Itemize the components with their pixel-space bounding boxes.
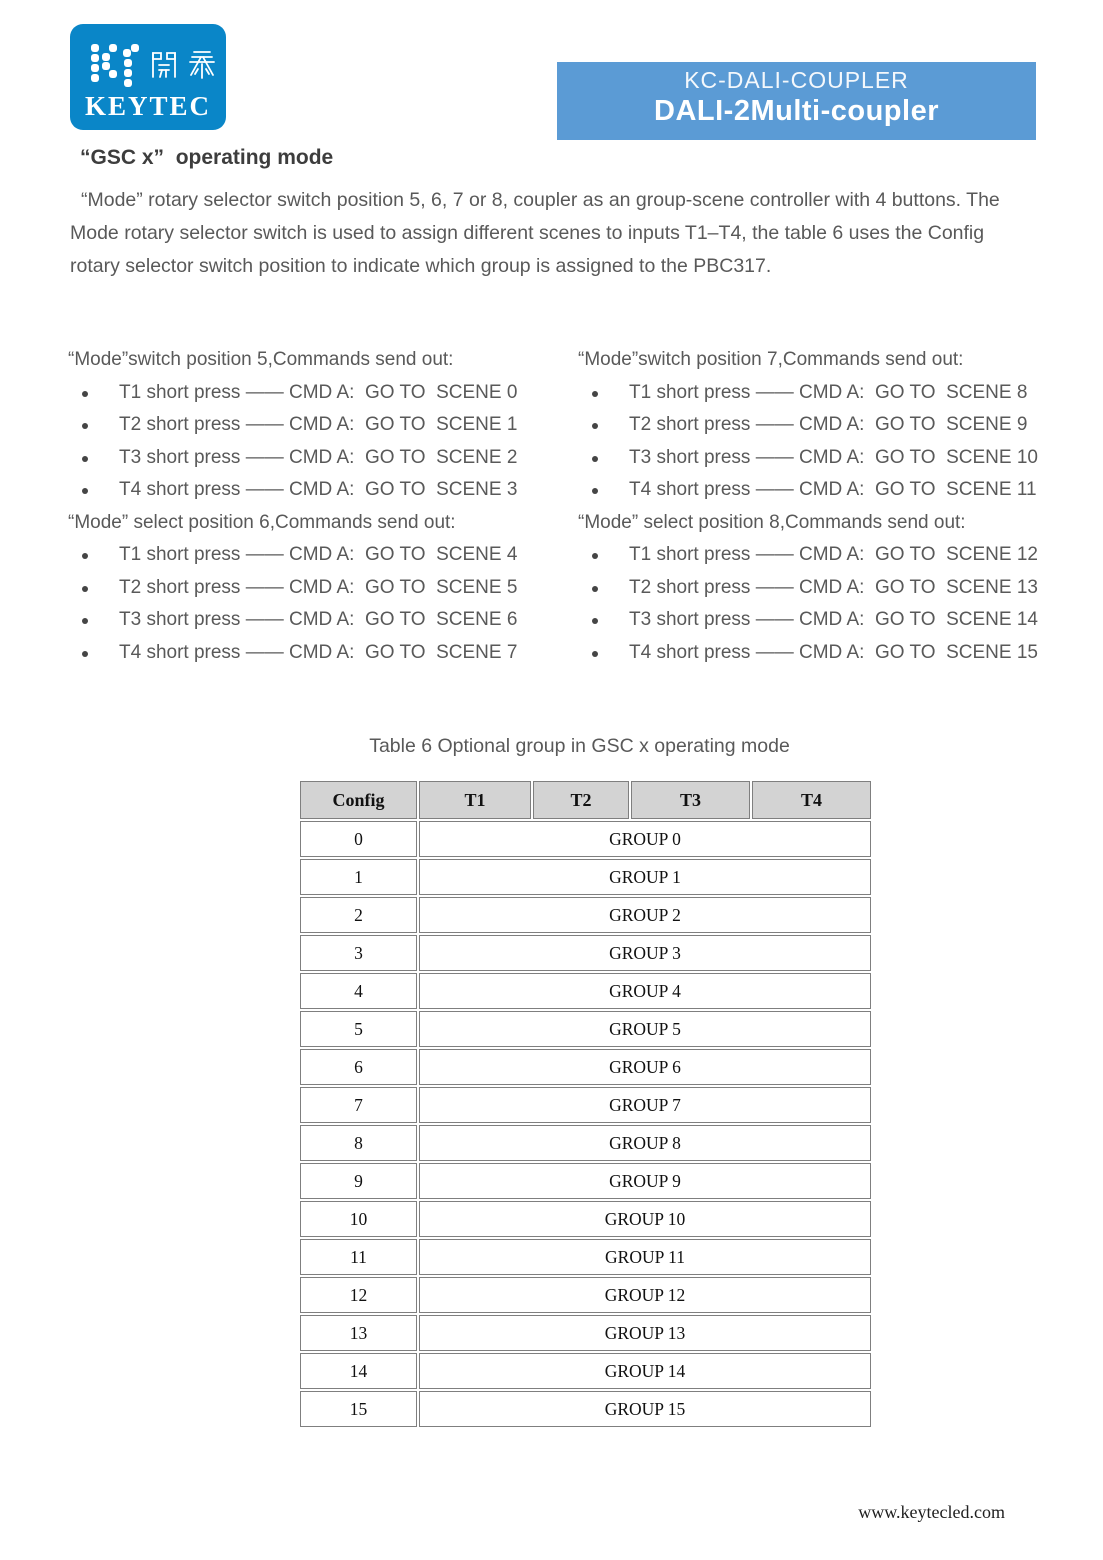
command-item-text: T3 short press —— CMD A: GO TO SCENE 2 (119, 446, 518, 468)
group-cell: GROUP 5 (419, 1011, 871, 1047)
table-row (300, 897, 871, 933)
config-cell: 8 (300, 1125, 417, 1161)
table-row (300, 1011, 871, 1047)
group-cell: GROUP 0 (419, 821, 871, 857)
commands-column-right (578, 344, 1058, 669)
command-item (68, 539, 548, 572)
command-section-heading: “Mode” select position 6,Commands send out: (68, 511, 456, 533)
command-item-text: T3 short press —— CMD A: GO TO SCENE 10 (629, 446, 1038, 468)
table-row (300, 1353, 871, 1389)
product-banner (557, 62, 1036, 140)
table-row (300, 859, 871, 895)
group-cell: GROUP 13 (419, 1315, 871, 1351)
command-item (68, 604, 548, 637)
table-header-row (300, 781, 871, 819)
command-section-heading: “Mode” select position 8,Commands send out: (578, 511, 966, 533)
group-cell: GROUP 15 (419, 1391, 871, 1427)
command-item-text: T4 short press —— CMD A: GO TO SCENE 3 (119, 479, 518, 501)
command-item (578, 572, 1058, 605)
group-cell: GROUP 14 (419, 1353, 871, 1389)
config-cell: 9 (300, 1163, 417, 1199)
table-row (300, 1087, 871, 1123)
bullet-icon (592, 456, 598, 462)
bullet-icon (82, 553, 88, 559)
config-cell: 10 (300, 1201, 417, 1237)
kai-character-icon (148, 48, 180, 80)
command-item (578, 442, 1058, 475)
command-item (578, 409, 1058, 442)
table-row (300, 1277, 871, 1313)
config-cell: 14 (300, 1353, 417, 1389)
config-cell: 0 (300, 821, 417, 857)
command-item-text: T3 short press —— CMD A: GO TO SCENE 14 (629, 609, 1038, 631)
table-row (300, 1391, 871, 1427)
command-item (68, 572, 548, 605)
commands-column-left (68, 344, 548, 669)
command-item-text: T3 short press —— CMD A: GO TO SCENE 6 (119, 609, 518, 631)
bullet-icon (592, 423, 598, 429)
group-cell: GROUP 10 (419, 1201, 871, 1237)
table-row (300, 821, 871, 857)
group-cell: GROUP 3 (419, 935, 871, 971)
config-cell: 5 (300, 1011, 417, 1047)
command-item-text: T2 short press —— CMD A: GO TO SCENE 9 (629, 414, 1028, 436)
table-row (300, 1201, 871, 1237)
group-cell: GROUP 11 (419, 1239, 871, 1275)
table-row (300, 1049, 871, 1085)
command-item (578, 604, 1058, 637)
command-item (578, 637, 1058, 670)
t4-header-cell: T4 (752, 781, 871, 819)
group-cell: GROUP 9 (419, 1163, 871, 1199)
table-row (300, 973, 871, 1009)
group-cell: GROUP 12 (419, 1277, 871, 1313)
command-item (68, 474, 548, 507)
t1-header-cell: T1 (419, 781, 531, 819)
kt-dot-monogram-icon (90, 41, 144, 89)
command-item-text: T1 short press —— CMD A: GO TO SCENE 12 (629, 544, 1038, 566)
config-cell: 13 (300, 1315, 417, 1351)
table-row (300, 1315, 871, 1351)
bullet-icon (82, 488, 88, 494)
bullet-icon (82, 618, 88, 624)
bullet-icon (82, 456, 88, 462)
command-item-text: T4 short press —— CMD A: GO TO SCENE 11 (629, 479, 1037, 501)
config-cell: 4 (300, 973, 417, 1009)
table-row (300, 1163, 871, 1199)
banner-product-name: DALI-2Multi-coupler (654, 95, 939, 127)
group-cell: GROUP 4 (419, 973, 871, 1009)
footer-website-link[interactable]: www.keytecled.com (858, 1502, 1005, 1522)
bullet-icon (592, 488, 598, 494)
intro-paragraph: “Mode” rotary selector switch position 5, 6, 7 or 8, coupler as an group-scene controller with 4 buttons. The Mode rotary selector switch is used to assign different scenes to inputs T1–T4, the table 6 uses the Config rotary selector switch position to indicate which group is assigned to the PBC317. (70, 189, 1000, 277)
bullet-icon (592, 618, 598, 624)
bullet-icon (82, 651, 88, 657)
command-item (578, 377, 1058, 410)
config-cell: 15 (300, 1391, 417, 1427)
tai-character-icon (186, 48, 218, 80)
config-cell: 12 (300, 1277, 417, 1313)
bullet-icon (592, 553, 598, 559)
command-item (68, 637, 548, 670)
command-section-heading: “Mode”switch position 7,Commands send out: (578, 349, 964, 371)
config-cell: 7 (300, 1087, 417, 1123)
bullet-icon (592, 586, 598, 592)
group-cell: GROUP 7 (419, 1087, 871, 1123)
group-cell: GROUP 2 (419, 897, 871, 933)
group-table (298, 779, 873, 1429)
banner-product-code: KC-DALI-COUPLER (684, 67, 909, 93)
command-item-text: T2 short press —— CMD A: GO TO SCENE 1 (119, 414, 518, 436)
page-title: “GSC x” operating mode (80, 146, 334, 169)
bullet-icon (82, 586, 88, 592)
keytec-logo (70, 24, 226, 130)
command-item-text: T1 short press —— CMD A: GO TO SCENE 8 (629, 381, 1028, 403)
command-item (68, 377, 548, 410)
command-item-text: T2 short press —— CMD A: GO TO SCENE 13 (629, 576, 1038, 598)
table-row (300, 935, 871, 971)
table-row (300, 1125, 871, 1161)
command-item-text: T1 short press —— CMD A: GO TO SCENE 0 (119, 381, 518, 403)
command-section-heading: “Mode”switch position 5,Commands send out: (68, 349, 454, 371)
command-item (578, 474, 1058, 507)
bullet-icon (592, 391, 598, 397)
table-row (300, 1239, 871, 1275)
config-header-cell: Config (300, 781, 417, 819)
group-cell: GROUP 8 (419, 1125, 871, 1161)
config-cell: 1 (300, 859, 417, 895)
t2-header-cell: T2 (533, 781, 629, 819)
command-item (68, 409, 548, 442)
bullet-icon (82, 391, 88, 397)
group-cell: GROUP 6 (419, 1049, 871, 1085)
t3-header-cell: T3 (631, 781, 750, 819)
command-item-text: T2 short press —— CMD A: GO TO SCENE 5 (119, 576, 518, 598)
config-cell: 3 (300, 935, 417, 971)
config-cell: 11 (300, 1239, 417, 1275)
group-cell: GROUP 1 (419, 859, 871, 895)
command-item-text: T1 short press —— CMD A: GO TO SCENE 4 (119, 544, 518, 566)
bullet-icon (82, 423, 88, 429)
config-cell: 6 (300, 1049, 417, 1085)
command-item (578, 539, 1058, 572)
command-item-text: T4 short press —— CMD A: GO TO SCENE 15 (629, 641, 1038, 663)
logo-brand-text: KEYTEC (84, 91, 212, 121)
bullet-icon (592, 651, 598, 657)
command-item (68, 442, 548, 475)
config-cell: 2 (300, 897, 417, 933)
command-item-text: T4 short press —— CMD A: GO TO SCENE 7 (119, 641, 518, 663)
group-table-title: Table 6 Optional group in GSC x operating mode (369, 735, 790, 757)
